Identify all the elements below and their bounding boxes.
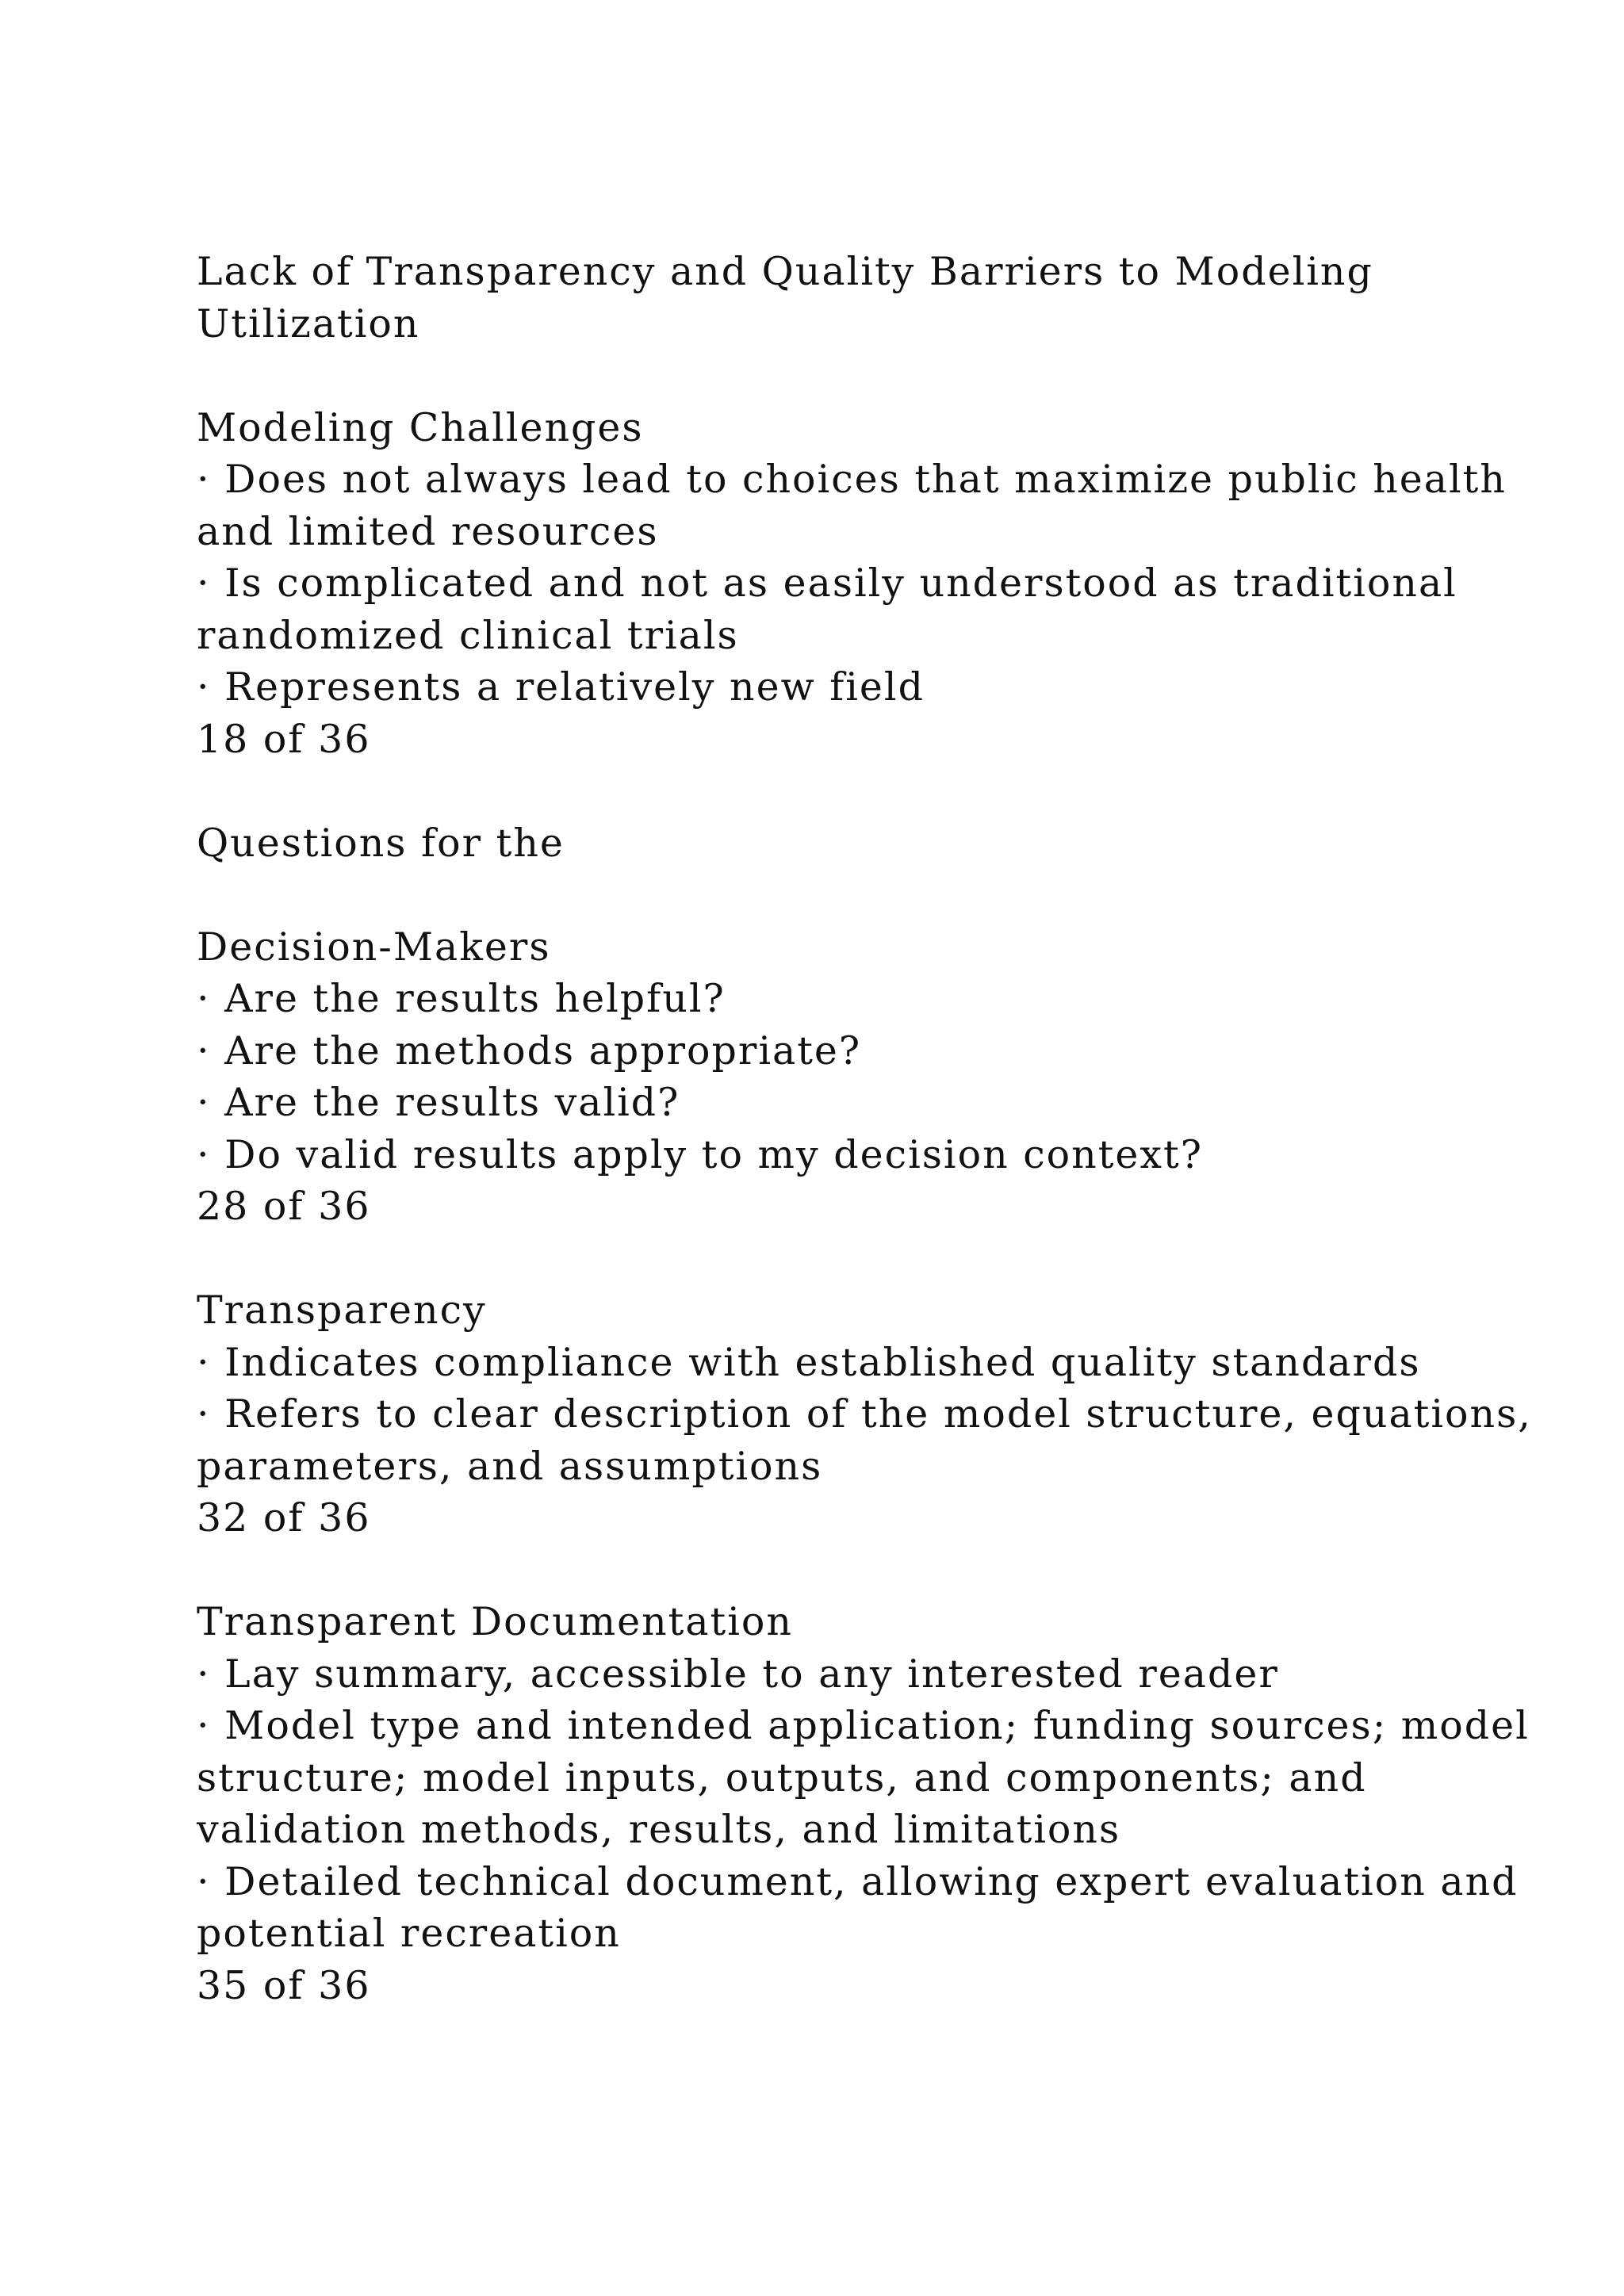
- blank-line: [197, 350, 1450, 402]
- section-heading: Modeling Challenges: [197, 404, 644, 450]
- bullet-line: · Indicates compliance with established quality standards: [197, 1339, 1421, 1385]
- blank-line: [197, 765, 1450, 817]
- bullet-continuation: structure; model inputs, outputs, and components; and: [197, 1755, 1367, 1800]
- bullet-line: · Does not always lead to choices that maximize public health: [197, 457, 1507, 502]
- bullet-continuation: validation methods, results, and limitations: [197, 1807, 1121, 1852]
- blank-line: [197, 1544, 1450, 1597]
- bullet-line: · Are the methods appropriate?: [197, 1027, 862, 1073]
- bullet-line: · Model type and intended application; funding sources; model: [197, 1703, 1530, 1748]
- slide-number: 32 of 36: [197, 1495, 371, 1540]
- section-heading: Decision-Makers: [197, 924, 551, 970]
- slide-number: 18 of 36: [197, 716, 371, 762]
- section-heading: Questions for the: [197, 820, 565, 866]
- bullet-continuation: and limited resources: [197, 508, 659, 554]
- document-page: [197, 246, 1532, 2011]
- bullet-line: · Represents a relatively new field: [197, 664, 925, 710]
- title-line-2: Utilization: [197, 300, 420, 346]
- slide-number: 28 of 36: [197, 1184, 371, 1229]
- bullet-continuation: parameters, and assumptions: [197, 1443, 823, 1489]
- slide-number: 35 of 36: [197, 1962, 371, 2008]
- bullet-line: · Detailed technical document, allowing expert evaluation and: [197, 1858, 1519, 1904]
- bullet-continuation: potential recreation: [197, 1911, 621, 1956]
- bullet-line: · Is complicated and not as easily understood as traditional: [197, 561, 1457, 606]
- bullet-line: · Lay summary, accessible to any interested reader: [197, 1651, 1279, 1697]
- section-heading: Transparent Documentation: [197, 1599, 793, 1644]
- bullet-line: · Are the results valid?: [197, 1080, 680, 1125]
- section-heading: Transparency: [197, 1288, 487, 1333]
- blank-line: [197, 1233, 1450, 1285]
- bullet-line: · Are the results helpful?: [197, 976, 726, 1021]
- bullet-line: · Do valid results apply to my decision context?: [197, 1131, 1203, 1177]
- title-line-1: Lack of Transparency and Quality Barriers to Modeling: [197, 249, 1373, 294]
- bullet-continuation: randomized clinical trials: [197, 612, 739, 658]
- blank-line: [197, 869, 1450, 921]
- bullet-line: · Refers to clear description of the model structure, equations,: [197, 1391, 1532, 1437]
